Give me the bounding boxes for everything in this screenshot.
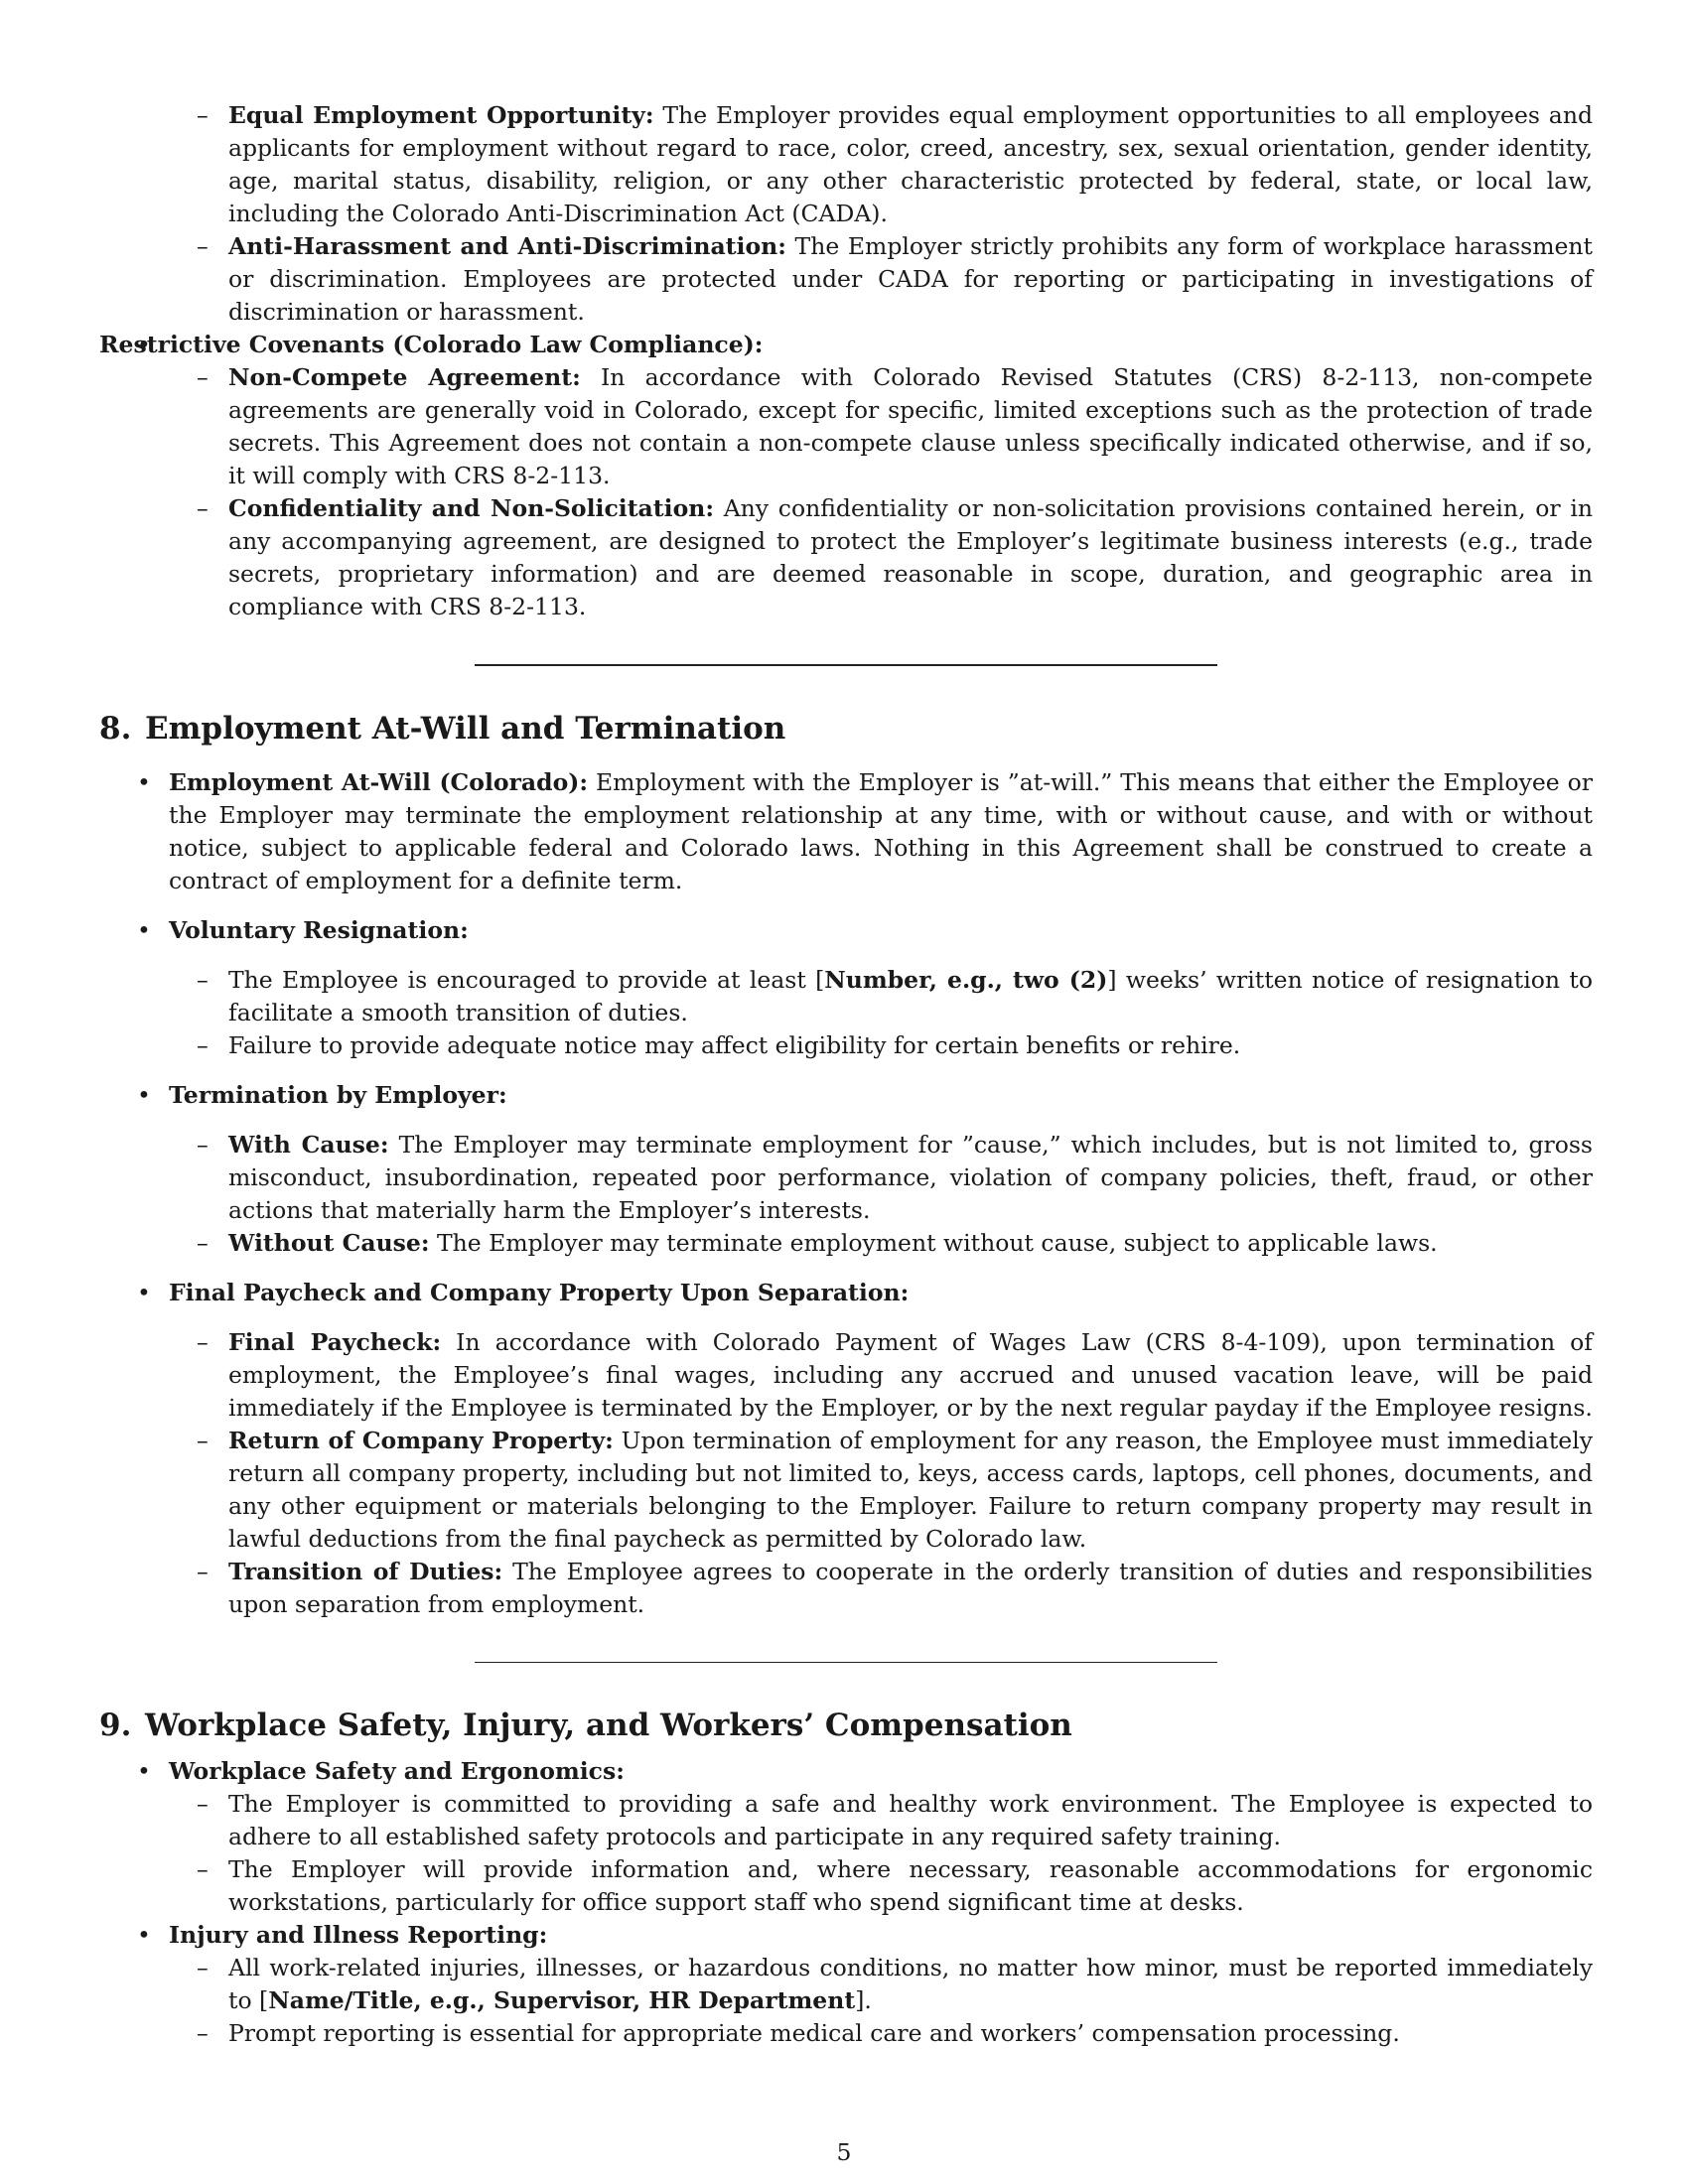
section-divider <box>475 1662 1217 1663</box>
item-text: The Employer will provide information and, where necessary, reasonable accommodations for ergonomic workstations, particularly for office support staff who spend significant time at desks. <box>228 1855 1593 1916</box>
item-label: Confidentiality and Non-Solicitation: <box>228 494 714 522</box>
list-item-injury-2 <box>99 2017 1593 2050</box>
item-text: Prompt reporting is essential for appropriate medical care and workers’ compensation processing. <box>228 2019 1400 2047</box>
item-text: Employment with the Employer is ”at-will.” This means that either the Employee or the Employer may terminate the employment relationship at any time, with or without cause, and with or without notice, subject to applicable federal and Colorado laws. Nothing in this Agreement shall be construed to create a contract of employment for a definite term. <box>169 768 1594 894</box>
section-9-list <box>99 1755 1593 1788</box>
item-text: Upon termination of employment for any reason, the Employee must immediately return all company property, including but not limited to, keys, access cards, laptops, cell phones, documents, and any other equipment or materials belonging to the Employer. Failure to return company property may result in lawful deductions from the final paycheck as permitted by Colorado law. <box>228 1427 1593 1553</box>
section-8-list <box>99 766 1593 947</box>
list-item-final-paycheck <box>99 1326 1593 1425</box>
placeholder-field: Name/Title, e.g., Supervisor, HR Department <box>268 1986 856 2014</box>
list-item-covenants <box>99 329 1593 361</box>
item-label: Without Cause: <box>228 1229 430 1257</box>
safety-sublist <box>99 1788 1593 1919</box>
section-title-text: Workplace Safety, Injury, and Workers’ Compensation <box>145 1707 1072 1743</box>
list-item-injury-1 <box>99 1952 1593 2017</box>
section-number: 9. <box>99 1707 132 1743</box>
item-text: ]. <box>855 1986 872 2014</box>
final-sublist <box>99 1326 1593 1621</box>
item-label: Employment At-Will (Colorado): <box>169 768 589 796</box>
list-item-eeo <box>99 99 1593 230</box>
item-label: Return of Company Property: <box>228 1427 614 1454</box>
item-label: Transition of Duties: <box>228 1558 503 1585</box>
list-item-notice <box>99 964 1593 1029</box>
list-item-safety-2 <box>99 1853 1593 1919</box>
list-item-final <box>99 1277 1593 1309</box>
item-heading: • Injury and Illness Reporting: <box>169 1921 548 1949</box>
item-text: The Employer provides equal employment opportunities to all employees and applicants for employment without regard to race, color, creed, ancestry, sex, sexual orientation, gender identity, age, marital status, disability, religion, or any other characteristic protected by federal, state, or local law, including the Colorado Anti-Discrimination Act (CADA). <box>228 101 1593 227</box>
item-text: Failure to provide adequate notice may affect eligibility for certain benefits or rehire. <box>228 1031 1241 1059</box>
injury-list <box>99 1919 1593 1952</box>
item-text: Any confidentiality or non-solicitation provisions contained herein, or in any accompanying agreement, are designed to protect the Employer’s legitimate business interests (e.g., trade secrets, proprietary information) and are deemed reasonable in scope, duration, and geographic area in compliance with CRS 8-2-113. <box>228 494 1593 620</box>
item-heading: • Final Paycheck and Company Property Upon Separation: <box>169 1279 910 1306</box>
resignation-sublist <box>99 964 1593 1062</box>
list-item-safety-1 <box>99 1788 1593 1853</box>
list-item-notice-failure <box>99 1029 1593 1062</box>
section-divider <box>475 664 1217 666</box>
item-text: The Employer is committed to providing a safe and healthy work environment. The Employee is expected to adhere to all established safety protocols and participate in any required safety training. <box>228 1790 1593 1850</box>
item-label: Equal Employment Opportunity: <box>228 101 654 129</box>
termination-list <box>99 1079 1593 1112</box>
continued-sublist <box>99 99 1593 329</box>
item-heading: • Workplace Safety and Ergonomics: <box>169 1757 625 1785</box>
list-item-resignation <box>99 914 1593 947</box>
item-label: Final Paycheck: <box>228 1328 442 1356</box>
item-heading: • Restrictive Covenants (Colorado Law Compliance): <box>99 331 764 358</box>
list-item-at-will <box>99 766 1593 897</box>
section-9-title <box>99 1706 1593 1745</box>
covenants-list <box>30 329 1593 361</box>
section-title-text: Employment At-Will and Termination <box>145 711 786 747</box>
page-content <box>99 99 1593 2050</box>
section-8-title <box>99 709 1593 749</box>
list-item-safety <box>99 1755 1593 1788</box>
list-item-anti-harassment <box>99 230 1593 329</box>
list-item-transition <box>99 1556 1593 1621</box>
item-heading: • Termination by Employer: <box>169 1081 507 1109</box>
item-text: The Employer strictly prohibits any form of workplace harassment or discrimination. Employees are protected under CADA for reporting or participating in investigations of discrimination or harassment. <box>228 232 1593 326</box>
list-item-confidentiality <box>99 492 1593 623</box>
item-heading: • Voluntary Resignation: <box>169 916 469 944</box>
list-item-termination <box>99 1079 1593 1112</box>
item-text: The Employer may terminate employment for ”cause,” which includes, but is not limited to, gross misconduct, insubordination, repeated poor performance, violation of company policies, theft, fraud, or other actions that materially harm the Employer’s interests. <box>228 1131 1593 1224</box>
item-label: Anti-Harassment and Anti-Discrimination: <box>228 232 786 260</box>
termination-sublist <box>99 1129 1593 1260</box>
item-text: The Employer may terminate employment without cause, subject to applicable laws. <box>429 1229 1438 1257</box>
item-text: In accordance with Colorado Revised Statutes (CRS) 8-2-113, non-compete agreements are generally void in Colorado, except for specific, limited exceptions such as the protection of trade secrets. This Agreement does not contain a non-compete clause unless specifically indicated otherwise, and if so, it will comply with CRS 8-2-113. <box>228 363 1593 489</box>
list-item-without-cause <box>99 1227 1593 1260</box>
list-item-non-compete <box>99 361 1593 492</box>
list-item-with-cause <box>99 1129 1593 1227</box>
final-list <box>99 1277 1593 1309</box>
item-label: Non-Compete Agreement: <box>228 363 581 391</box>
item-text: The Employee is encouraged to provide at least [ <box>228 966 825 994</box>
item-label: With Cause: <box>228 1131 389 1159</box>
injury-sublist <box>99 1952 1593 2050</box>
item-text: All work-related injuries, illnesses, or hazardous conditions, no matter how minor, must be reported immediately to [ <box>228 1954 1593 2014</box>
item-text: The Employee agrees to cooperate in the orderly transition of duties and responsibilities upon separation from employment. <box>228 1558 1593 1618</box>
covenants-sublist <box>99 361 1593 623</box>
list-item-company-property <box>99 1425 1593 1556</box>
item-text: In accordance with Colorado Payment of Wages Law (CRS 8-4-109), upon termination of employment, the Employee’s final wages, including any accrued and unused vacation leave, will be paid immediately if the Employee is terminated by the Employer, or by the next regular payday if the Employee resigns. <box>228 1328 1593 1422</box>
list-item-injury <box>99 1919 1593 1952</box>
placeholder-field: Number, e.g., two (2) <box>824 966 1108 994</box>
page-number: 5 <box>836 2138 852 2166</box>
item-text: ] weeks’ written notice of resignation to facilitate a smooth transition of duties. <box>228 966 1593 1026</box>
section-number: 8. <box>99 711 132 747</box>
